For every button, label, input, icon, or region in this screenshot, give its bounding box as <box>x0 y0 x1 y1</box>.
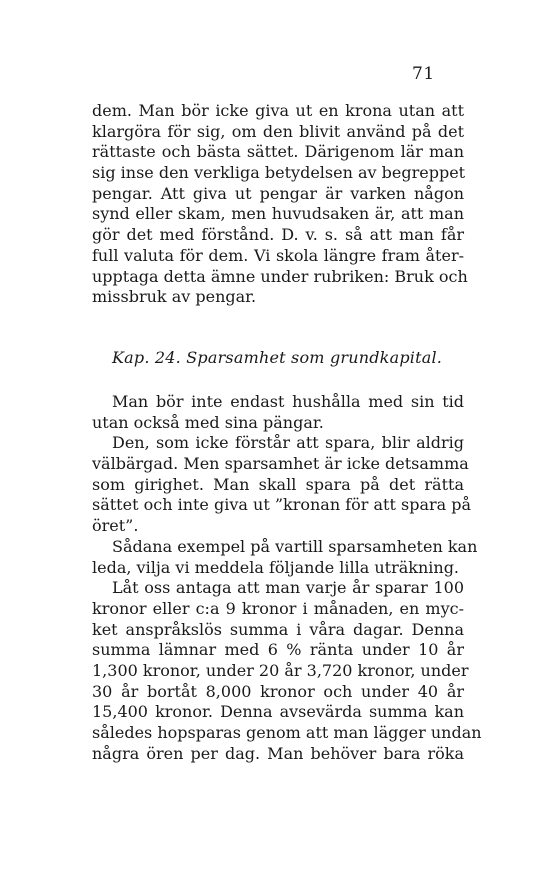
text-line: upptaga detta ämne under rubriken: Bruk och <box>92 266 468 286</box>
text-line: Den, som icke förstår att spara, blir aldrig <box>112 433 464 453</box>
text-line: ket anspråkslös summa i våra dagar. Denna <box>92 619 464 639</box>
text-line: synd eller skam, men huvudsaken är, att man <box>92 204 464 224</box>
text-line: utan också med sina pängar. <box>92 412 324 432</box>
text-line: klargöra för sig, om den blivit använd på det <box>92 121 464 141</box>
text-line: Låt oss antaga att man varje år sparar 100 <box>112 578 464 598</box>
text-line: sättet och inte giva ut ”kronan för att spara på <box>92 495 472 515</box>
text-line: som girighet. Man skall spara på det rätta <box>92 474 464 494</box>
text-line: Man bör inte endast hushålla med sin tid <box>112 392 464 411</box>
text-line: leda, vilja vi meddela följande lilla uträkning. <box>92 557 460 577</box>
chapter-body <box>92 392 482 764</box>
text-line: 30 år bortåt 8,000 kronor och under 40 år <box>92 681 464 701</box>
text-line: dem. Man bör icke giva ut en krona utan att <box>92 101 464 120</box>
chapter-heading: Kap. 24. Sparsamhet som grundkapital. <box>112 348 443 367</box>
text-line: 15,400 kronor. Denna avsevärda summa kan <box>92 702 464 722</box>
text-line: full valuta för dem. Vi skola längre fram åter- <box>92 245 464 265</box>
text-line: således hopsparas genom att man lägger undan <box>92 723 482 742</box>
text-line: pengar. Att giva ut pengar är varken någon <box>92 183 464 203</box>
text-line: 1,300 kronor, under 20 år 3,720 kronor, under <box>92 660 469 680</box>
text-line: rättaste och bästa sättet. Därigenom lär man <box>92 142 464 162</box>
text-line: gör det med förstånd. D. v. s. så att man får <box>92 225 464 245</box>
text-line: Sådana exempel på vartill sparsamheten kan <box>112 536 478 556</box>
text-line: summa lämnar med 6 % ränta under 10 år <box>92 640 464 660</box>
page-number: 71 <box>412 64 435 84</box>
text-line: kronor eller c:a 9 kronor i månaden, en myc- <box>92 598 464 618</box>
text-line: några ören per dag. Man behöver bara röka <box>92 743 464 763</box>
text-line: missbruk av pengar. <box>92 287 257 307</box>
text-line: öret”. <box>92 516 139 536</box>
text-line: välbärgad. Men sparsamhet är icke detsamma <box>92 454 469 474</box>
text-line: sig inse den verkliga betydelsen av begreppet <box>92 163 466 183</box>
paragraph-continued <box>92 101 468 308</box>
